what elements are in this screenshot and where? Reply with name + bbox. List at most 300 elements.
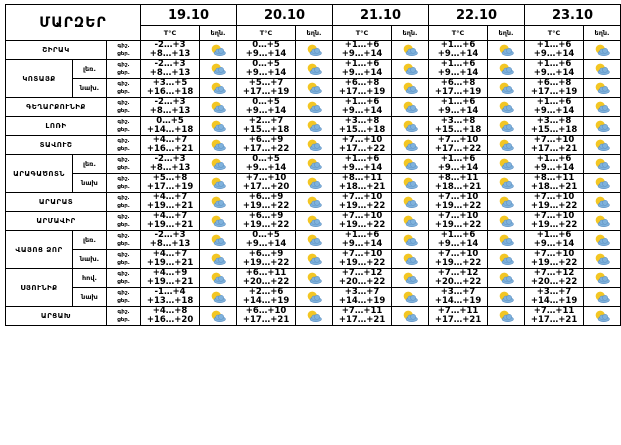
day-temp: +19…+22 <box>338 258 386 268</box>
day-temp: +19…+22 <box>338 220 386 230</box>
partly-cloudy-icon <box>305 176 323 190</box>
partly-cloudy-icon <box>209 290 227 304</box>
partly-cloudy-icon <box>305 309 323 323</box>
temperature-cell <box>429 212 488 231</box>
partly-cloudy-icon <box>305 81 323 95</box>
weather-cell <box>296 212 333 231</box>
day-temp: +19…+22 <box>530 258 578 268</box>
zone-label: լեռ. <box>73 231 107 250</box>
partly-cloudy-icon <box>401 309 419 323</box>
partly-cloudy-icon <box>401 252 419 266</box>
zone-label: նախ. <box>73 250 107 269</box>
temperature-cell <box>525 307 584 326</box>
night-label: գիշ. <box>117 100 130 106</box>
weather-cell <box>200 288 237 307</box>
weather-cell <box>392 231 429 250</box>
temperature-cell <box>141 136 200 155</box>
weather-cell <box>392 60 429 79</box>
partly-cloudy-icon <box>593 290 611 304</box>
temp-col-header: T°C <box>141 26 200 41</box>
temperature-cell <box>141 155 200 174</box>
day-temp: +18…+21 <box>530 182 578 192</box>
weather-cell <box>200 79 237 98</box>
day-temp: +14…+19 <box>242 296 290 306</box>
night-temp: +3…+8 <box>440 116 476 126</box>
region-name: ԱՐՄԱՎԻՐ <box>6 212 107 231</box>
night-temp: +7…+11 <box>437 306 479 316</box>
table-row <box>6 136 621 155</box>
partly-cloudy-icon <box>593 214 611 228</box>
day-label: ցեր. <box>117 279 130 285</box>
night-temp: +7…+10 <box>437 211 479 221</box>
night-temp: +7…+10 <box>341 135 383 145</box>
temperature-cell <box>333 231 392 250</box>
day-temp: +9…+14 <box>341 239 383 249</box>
night-temp: +1…+6 <box>536 59 572 69</box>
weather-cell <box>392 136 429 155</box>
partly-cloudy-icon <box>209 62 227 76</box>
temperature-cell <box>141 41 200 60</box>
weather-cell <box>488 288 525 307</box>
partly-cloudy-icon <box>593 62 611 76</box>
day-temp: +20…+22 <box>434 277 482 287</box>
night-temp: +8…+11 <box>437 173 479 183</box>
temp-col-header: T°C <box>333 26 392 41</box>
weather-cell <box>488 60 525 79</box>
time-labels <box>107 269 141 288</box>
night-temp: -1…+4 <box>154 287 186 297</box>
night-temp: +6…+9 <box>248 249 284 259</box>
temperature-cell <box>525 136 584 155</box>
weather-cell <box>392 98 429 117</box>
temperature-cell <box>333 79 392 98</box>
night-temp: +7…+10 <box>533 249 575 259</box>
night-temp: +3…+7 <box>344 287 380 297</box>
date-header: 23.10 <box>525 5 621 26</box>
weather-cell <box>488 155 525 174</box>
weather-cell <box>584 155 621 174</box>
day-temp: +17…+22 <box>242 144 290 154</box>
day-label: ցեր. <box>117 127 130 133</box>
table-row <box>6 155 621 174</box>
time-labels <box>107 136 141 155</box>
weather-cell <box>488 269 525 288</box>
night-temp: +3…+5 <box>152 78 188 88</box>
day-temp: +17…+21 <box>530 144 578 154</box>
night-temp: +7…+10 <box>437 192 479 202</box>
temperature-cell <box>333 307 392 326</box>
night-temp: +1…+6 <box>440 40 476 50</box>
partly-cloudy-icon <box>593 138 611 152</box>
day-label: ցեր. <box>117 317 130 323</box>
weather-cell <box>392 212 429 231</box>
night-temp: +7…+10 <box>533 192 575 202</box>
zone-label: նախ. <box>73 79 107 98</box>
day-label: ցեր. <box>117 165 130 171</box>
temperature-cell <box>237 269 296 288</box>
day-temp: +17…+22 <box>434 144 482 154</box>
temperature-cell <box>429 250 488 269</box>
day-temp: +18…+21 <box>434 182 482 192</box>
night-label: գիշ. <box>117 81 130 87</box>
time-labels <box>107 193 141 212</box>
table-row <box>6 60 621 79</box>
time-labels <box>107 307 141 326</box>
forecast-body <box>6 41 621 326</box>
weather-cell <box>296 250 333 269</box>
temp-col-header: T°C <box>237 26 296 41</box>
temperature-cell <box>141 98 200 117</box>
temperature-cell <box>237 98 296 117</box>
zone-label: հով. <box>73 269 107 288</box>
day-label: ցեր. <box>117 222 130 228</box>
weather-cell <box>296 307 333 326</box>
day-temp: +9…+14 <box>341 106 383 116</box>
time-labels <box>107 79 141 98</box>
night-temp: +6…+8 <box>440 78 476 88</box>
night-label: գիշ. <box>117 43 130 49</box>
weather-cell <box>200 60 237 79</box>
temperature-cell <box>141 60 200 79</box>
weather-cell <box>488 136 525 155</box>
day-label: ցեր. <box>117 51 130 57</box>
region-name: ՍՅՈՒՆԻՔ <box>6 269 73 307</box>
day-temp: +20…+22 <box>338 277 386 287</box>
night-label: գիշ. <box>117 309 130 315</box>
temperature-cell <box>237 231 296 250</box>
table-row <box>6 41 621 60</box>
weather-cell <box>296 155 333 174</box>
day-temp: +15…+18 <box>338 125 386 135</box>
partly-cloudy-icon <box>497 290 515 304</box>
day-temp: +15…+18 <box>242 125 290 135</box>
temperature-cell <box>237 117 296 136</box>
night-temp: -2…+3 <box>154 230 186 240</box>
weather-cell <box>584 174 621 193</box>
time-labels <box>107 250 141 269</box>
day-temp: +14…+19 <box>434 296 482 306</box>
table-row <box>6 98 621 117</box>
night-temp: +8…+11 <box>341 173 383 183</box>
night-temp: +4…+7 <box>152 192 188 202</box>
temperature-cell <box>237 60 296 79</box>
temperature-cell <box>525 98 584 117</box>
night-temp: +4…+7 <box>152 211 188 221</box>
region-name: ՏԱՎՈՒՇ <box>6 136 107 155</box>
weather-cell <box>584 288 621 307</box>
temperature-cell <box>333 250 392 269</box>
day-temp: +15…+18 <box>434 125 482 135</box>
day-temp: +16…+20 <box>146 315 194 325</box>
day-temp: +8…+13 <box>149 106 191 116</box>
day-temp: +9…+14 <box>437 106 479 116</box>
night-label: գիշ. <box>117 214 130 220</box>
time-labels <box>107 288 141 307</box>
weather-cell <box>296 269 333 288</box>
temperature-cell <box>141 212 200 231</box>
weather-cell <box>200 250 237 269</box>
table-row <box>6 174 621 193</box>
night-label: գիշ. <box>117 62 130 68</box>
temperature-cell <box>237 79 296 98</box>
partly-cloudy-icon <box>401 81 419 95</box>
temperature-cell <box>333 117 392 136</box>
weather-cell <box>392 250 429 269</box>
night-temp: +1…+6 <box>536 40 572 50</box>
night-label: գիշ. <box>117 195 130 201</box>
day-temp: +15…+18 <box>530 125 578 135</box>
weather-cell <box>488 193 525 212</box>
temperature-cell <box>429 288 488 307</box>
temperature-cell <box>237 288 296 307</box>
partly-cloudy-icon <box>593 157 611 171</box>
table-row <box>6 288 621 307</box>
day-temp: +17…+19 <box>146 182 194 192</box>
night-temp: +1…+6 <box>344 59 380 69</box>
day-temp: +19…+22 <box>434 220 482 230</box>
weather-cell <box>200 174 237 193</box>
night-temp: +7…+10 <box>533 135 575 145</box>
table-row <box>6 269 621 288</box>
partly-cloudy-icon <box>593 233 611 247</box>
day-temp: +13…+18 <box>146 296 194 306</box>
weather-cell <box>392 269 429 288</box>
region-name: ԿՈՏԱՅՔ <box>6 60 73 98</box>
weather-cell <box>584 136 621 155</box>
partly-cloudy-icon <box>401 176 419 190</box>
night-temp: +1…+6 <box>536 230 572 240</box>
region-name: ԳԵՂԱՐՔՈՒՆԻՔ <box>6 98 107 117</box>
weather-cell <box>392 79 429 98</box>
day-label: ցեր. <box>117 70 130 76</box>
weather-cell <box>584 60 621 79</box>
region-name: ԱՐԱԳԱԾՈՏՆ <box>6 155 73 193</box>
night-temp: +4…+7 <box>152 135 188 145</box>
night-temp: +7…+11 <box>341 306 383 316</box>
weather-cell <box>584 98 621 117</box>
night-temp: +6…+9 <box>248 211 284 221</box>
temperature-cell <box>237 136 296 155</box>
partly-cloudy-icon <box>209 195 227 209</box>
temperature-cell <box>333 155 392 174</box>
weather-cell <box>392 117 429 136</box>
weather-col-header: եղն. <box>392 26 429 41</box>
night-temp: +3…+7 <box>536 287 572 297</box>
temperature-cell <box>237 155 296 174</box>
temperature-cell <box>237 307 296 326</box>
temperature-cell <box>525 41 584 60</box>
temperature-cell <box>333 193 392 212</box>
temperature-cell <box>525 288 584 307</box>
partly-cloudy-icon <box>593 309 611 323</box>
day-temp: +17…+22 <box>338 144 386 154</box>
partly-cloudy-icon <box>401 100 419 114</box>
night-temp: +6…+11 <box>245 268 287 278</box>
day-temp: +19…+22 <box>434 201 482 211</box>
time-labels <box>107 98 141 117</box>
weather-cell <box>296 60 333 79</box>
night-temp: +3…+7 <box>440 287 476 297</box>
night-temp: +1…+6 <box>440 97 476 107</box>
partly-cloudy-icon <box>401 195 419 209</box>
night-temp: +7…+10 <box>533 211 575 221</box>
weather-cell <box>200 41 237 60</box>
day-temp: +19…+22 <box>530 220 578 230</box>
partly-cloudy-icon <box>305 62 323 76</box>
partly-cloudy-icon <box>209 271 227 285</box>
zone-label: լեռ. <box>73 155 107 174</box>
time-labels <box>107 117 141 136</box>
partly-cloudy-icon <box>497 43 515 57</box>
weather-cell <box>200 193 237 212</box>
weather-cell <box>296 117 333 136</box>
partly-cloudy-icon <box>401 157 419 171</box>
temperature-cell <box>141 231 200 250</box>
partly-cloudy-icon <box>593 195 611 209</box>
night-label: գիշ. <box>117 271 130 277</box>
weather-cell <box>488 174 525 193</box>
weather-cell <box>296 288 333 307</box>
day-label: ցեր. <box>117 108 130 114</box>
temperature-cell <box>429 269 488 288</box>
temperature-cell <box>237 174 296 193</box>
day-temp: +17…+21 <box>530 315 578 325</box>
weather-cell <box>488 98 525 117</box>
night-temp: -2…+3 <box>154 154 186 164</box>
temperature-cell <box>525 231 584 250</box>
partly-cloudy-icon <box>305 214 323 228</box>
region-name: ԱՐԱՐԱՏ <box>6 193 107 212</box>
day-temp: +20…+22 <box>242 277 290 287</box>
partly-cloudy-icon <box>401 290 419 304</box>
temperature-cell <box>429 98 488 117</box>
day-temp: +8…+13 <box>149 49 191 59</box>
night-label: գիշ. <box>117 138 130 144</box>
temperature-cell <box>525 269 584 288</box>
weather-cell <box>488 79 525 98</box>
temperature-cell <box>333 269 392 288</box>
weather-col-header: եղն. <box>488 26 525 41</box>
day-temp: +19…+22 <box>242 220 290 230</box>
partly-cloudy-icon <box>497 100 515 114</box>
partly-cloudy-icon <box>209 119 227 133</box>
day-temp: +9…+14 <box>533 49 575 59</box>
night-temp: +7…+10 <box>437 135 479 145</box>
weather-cell <box>488 212 525 231</box>
date-header: 19.10 <box>141 5 237 26</box>
weather-cell <box>392 155 429 174</box>
date-header: 22.10 <box>429 5 525 26</box>
night-temp: +7…+11 <box>533 306 575 316</box>
day-temp: +18…+21 <box>338 182 386 192</box>
night-temp: +1…+6 <box>440 230 476 240</box>
temperature-cell <box>525 155 584 174</box>
day-temp: +16…+18 <box>146 87 194 97</box>
day-temp: +17…+19 <box>242 87 290 97</box>
temperature-cell <box>141 79 200 98</box>
temperature-cell <box>333 212 392 231</box>
night-label: գիշ. <box>117 252 130 258</box>
partly-cloudy-icon <box>401 43 419 57</box>
night-temp: 0…+5 <box>252 154 280 164</box>
partly-cloudy-icon <box>401 233 419 247</box>
table-row <box>6 79 621 98</box>
night-temp: +7…+10 <box>341 249 383 259</box>
night-temp: +3…+8 <box>344 116 380 126</box>
temperature-cell <box>141 174 200 193</box>
temperature-cell <box>429 231 488 250</box>
day-temp: +14…+18 <box>146 125 194 135</box>
weather-cell <box>200 307 237 326</box>
day-temp: +9…+14 <box>245 49 287 59</box>
partly-cloudy-icon <box>209 81 227 95</box>
weather-cell <box>296 174 333 193</box>
day-temp: +19…+22 <box>338 201 386 211</box>
partly-cloudy-icon <box>209 100 227 114</box>
night-label: գիշ. <box>117 290 130 296</box>
partly-cloudy-icon <box>401 271 419 285</box>
night-temp: +1…+6 <box>536 97 572 107</box>
day-temp: +9…+14 <box>533 239 575 249</box>
day-temp: +19…+21 <box>146 220 194 230</box>
temperature-cell <box>429 307 488 326</box>
night-temp: 0…+5 <box>156 116 184 126</box>
day-temp: +9…+14 <box>245 239 287 249</box>
partly-cloudy-icon <box>209 309 227 323</box>
time-labels <box>107 231 141 250</box>
partly-cloudy-icon <box>497 176 515 190</box>
day-temp: +16…+21 <box>146 144 194 154</box>
table-row <box>6 307 621 326</box>
region-name: ԼՈՌԻ <box>6 117 107 136</box>
weather-cell <box>200 136 237 155</box>
weather-cell <box>392 288 429 307</box>
weather-cell <box>584 193 621 212</box>
regions-header: ՄԱՐԶԵՐ <box>6 5 141 41</box>
day-label: ցեր. <box>117 89 130 95</box>
zone-label: նախ <box>73 288 107 307</box>
region-name: ՎԱՅՈՑ ՁՈՐ <box>6 231 73 269</box>
weather-cell <box>200 269 237 288</box>
date-header: 20.10 <box>237 5 333 26</box>
weather-cell <box>296 136 333 155</box>
night-label: գիշ. <box>117 119 130 125</box>
weather-cell <box>584 117 621 136</box>
partly-cloudy-icon <box>497 309 515 323</box>
night-temp: +7…+10 <box>341 211 383 221</box>
partly-cloudy-icon <box>593 176 611 190</box>
temperature-cell <box>525 79 584 98</box>
day-temp: +9…+14 <box>341 49 383 59</box>
weather-cell <box>584 212 621 231</box>
night-temp: 0…+5 <box>252 97 280 107</box>
day-label: ցեր. <box>117 260 130 266</box>
region-name: ՇԻՐԱԿ <box>6 41 107 60</box>
partly-cloudy-icon <box>593 252 611 266</box>
zone-label: նախ <box>73 174 107 193</box>
night-temp: +7…+12 <box>533 268 575 278</box>
partly-cloudy-icon <box>497 119 515 133</box>
temperature-cell <box>333 136 392 155</box>
partly-cloudy-icon <box>305 252 323 266</box>
day-temp: +9…+14 <box>437 68 479 78</box>
weather-cell <box>296 41 333 60</box>
night-temp: +1…+6 <box>344 230 380 240</box>
day-temp: +17…+21 <box>338 315 386 325</box>
partly-cloudy-icon <box>305 157 323 171</box>
weather-cell <box>488 307 525 326</box>
temperature-cell <box>525 60 584 79</box>
